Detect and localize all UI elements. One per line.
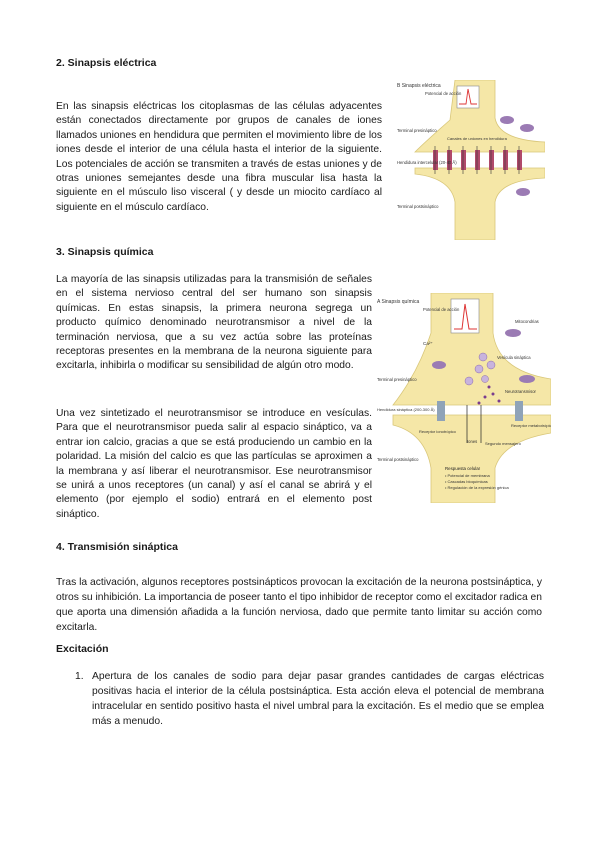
section-title-transmision-sinaptica: 4. Transmisión sináptica [56,541,178,553]
mitochondrion-shape [519,375,535,383]
label-receptor-iono: Receptor ionotrópico [419,429,456,434]
label-potencial: Potencial de acción [423,307,460,312]
mitochondrion-shape [500,116,514,124]
list-item-number: 1. [75,671,84,682]
mitochondrion-shape [516,188,530,196]
label-terminal-post: Terminal postsináptico [397,204,439,209]
label-neurotransmisor: Neurotransmisor [505,389,536,394]
receptor-ionotropic-shape [437,401,445,421]
label-hendidura: Hendidura sináptica (200-300 Å) [377,407,435,412]
paragraph-sinapsis-quimica-1: La mayoría de las sinapsis utilizadas para la transmisión de señales en el sistema nervioso central del ser humano son sinapsis químicas. En estas sinapsis, la primera neurona segrega un producto químico denominado neurotransmisor a nivel de la terminación nerviosa, que a su vez actúa sobre las proteínas receptoras presentes en la membrana de la neurona siguiente para excitarla, inhibirla o modificar su sensibilidad de algún otro modo. [56,274,372,372]
label-terminal-post: Terminal postsináptico [377,457,419,462]
label-respuesta-2: • Cascadas bioquímicas [445,479,488,484]
label-calcio: Ca²⁺ [423,341,433,346]
mitochondrion-shape [432,361,446,369]
figure-electrical-title: B Sinapsis eléctrica [397,83,441,89]
label-hendidura: Hendidura intercelular (20-40 Å) [397,160,457,165]
label-segundo: Segundo mensajero [485,441,521,446]
paragraph-transmision-sinaptica: Tras la activación, algunos receptores postsinápticos provocan la excitación de la neurona postsináptica, y otros su inhibición. La importancia de poseer tanto el tipo inhibidor de receptor como el excitador radica en que aporta una dimensión añadida a la función nerviosa, dado que permite tanto limitar su acción como excitarla. [56,577,542,633]
section-title-sinapsis-quimica: 3. Sinapsis química [56,246,154,258]
figure-chemical-title: A Sinapsis química [377,299,420,305]
label-canales: Canales de uniones en hendidura [447,136,507,141]
label-vesicula: Vesícula sináptica [497,355,531,360]
label-iones: Iones [467,439,478,444]
excitacion-list [75,669,544,729]
receptor-metabotropic-shape [515,401,523,421]
paragraph-sinapsis-electrica: En las sinapsis eléctricas los citoplasmas de las células adyacentes están conectados directamente por grupos de canales de iones llamados uniones en hendidura que permiten el movimiento libre de los iones desde el interior de una célula hasta el interior de la siguiente. Los potenciales de acción se transmiten a través de estas uniones y de otras uniones semejantes desde una fibra muscular lisa hasta la siguiente en el músculo liso visceral ( y desde un miocito cardíaco al siguiente en el músculo cardíaco. [56,101,382,213]
label-potencial: Potencial de acción [425,91,462,96]
mitochondrion-shape [520,124,534,132]
list-item [75,669,544,729]
figure-chemical-synapse [373,293,551,503]
label-respuesta-3: • Regulación de la expresión génica [445,485,509,490]
label-terminal-pre: Terminal presináptico [377,377,417,382]
label-respuesta-title: Respuesta celular [445,466,481,471]
paragraph-sinapsis-quimica-2: Una vez sintetizado el neurotransmisor se introduce en vesículas. Para que el neurotransmisor pueda salir al espacio sináptico, va a entrar ion calcio, gracias a que se está produciendo un cambio en la polaridad. La misión del calcio es que las partículas se aproximen a la membrana y así liberar el neurotransmisor. Ese neurotransmisor se unirá a unos receptores (un canal) y así el canal se abrirá y el elemento (por ejemplo el sodio) entrará en el elemento post sináptico. [56,408,372,520]
mitochondrion-shape [505,329,521,337]
label-receptor-meta: Receptor metabotrópico [511,423,551,428]
label-mitocondrias: Mitocondrias [515,319,539,324]
label-respuesta-1: • Potencial de membrana [445,473,490,478]
section-title-excitacion: Excitación [56,643,109,655]
label-terminal-pre: Terminal presináptico [397,128,437,133]
list-item-text: Apertura de los canales de sodio para dejar pasar grandes cantidades de cargas eléctricas positivas hacia el interior de la célula postsináptica. Esta acción eleva el potencial de membrana intracelular en sentido positivo hasta el nivel umbral para la excitación. Es el medio que se emplea más a menudo. [92,671,544,727]
figure-electrical-synapse [395,80,545,240]
section-title-sinapsis-electrica: 2. Sinapsis eléctrica [56,57,157,69]
